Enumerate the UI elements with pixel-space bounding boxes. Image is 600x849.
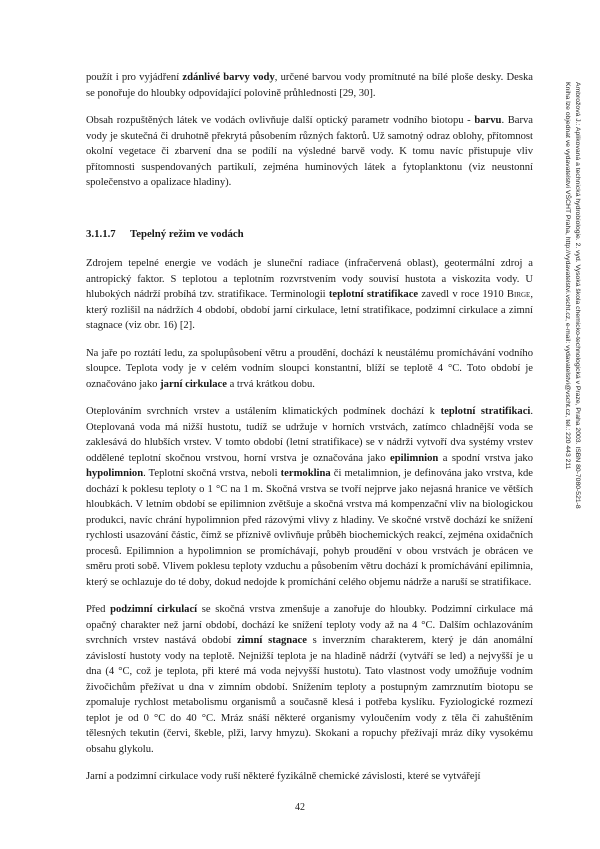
- citation-line-2: Kniha lze objednat ve vydavatelství VŠCHT Praha, http://vydavatelstvi.vscht.cz, e-mail: vydavatelstvi@vscht.cz, tel.: 220 443 211: [564, 82, 572, 470]
- side-citation-text: [563, 82, 582, 664]
- paragraph-circulation-closing: Jarní a podzimní cirkulace vody ruší některé fyzikálně chemické závislosti, které se vytvářejí: [86, 771, 481, 782]
- paragraph-water-color: Obsah rozpuštěných látek ve vodách ovlivňuje další optický parametr vodního biotopu - barvu. Barva vody je skutečná či druhotně překrytá působením různých faktorů. Už samotný odraz oblohy, přítomnost okolní vegetace či zbarvení dna se podílí na výsledné barvě vody. K tomu navíc přistupuje vliv přítomnosti suspendovaných partikulí, zejména huminových látek a fytoplanktonu (viz neustonní společenstvo a opalizace hladiny).: [86, 115, 534, 188]
- section-title: Tepelný režim ve vodách: [130, 227, 244, 240]
- paragraph-apparent-color: použít i pro vyjádření zdánlivé barvy vody, určené barvou vody promítnuté na bílé ploše desky. Deska se ponořuje do hloubky odpovídající polovině průhlednosti [29, 30].: [86, 72, 533, 99]
- citation-line-1: Ambrožová J.: Aplikovaná a technická hydrobiologie. 2. vyd. Vysoká škola chemicko-technologická v Praze, Praha 2003. ISBN 80-7080-521-8: [574, 82, 581, 509]
- side-citation: [538, 82, 582, 664]
- paragraph-spring-circulation: Na jaře po roztátí ledu, za spolupůsobení větru a proudění, dochází k neustálému promíchávání vodního sloupce. Teplota vody je v celém vodním sloupci konstantní, blíží se teplotě 4 °C. Toto období je označováno jako jarní cirkulace a trvá krátkou dobu.: [86, 347, 533, 390]
- page-number: 42: [295, 802, 305, 813]
- section-heading: [86, 227, 533, 243]
- paragraph-heat-sources: Zdrojem tepelné energie ve vodách je sluneční radiace (infračervená oblast), geotermální zdroj a antropický faktor. S teplotou a teplotním rozvrstvením vody souvisí hustota a viskozita vody. U hlubokých nádrží probíhá tzv. stratifikace. Terminologii teplotní stratifikace zavedl v roce 1910 Birge, který rozlišil na nádržích 4 období, období jarní cirkulace, letní stratifikace, podzimní cirkulace a zimní stagnace (viz obr. 16) [2].: [86, 258, 533, 331]
- paragraph-autumn-winter: Před podzimní cirkulací se skočná vrstva zmenšuje a zanořuje do hloubky. Podzimní cirkulace má opačný charakter než jarní období, dochází ke snížení teploty vody až na 4 °C. Dalším ochlazováním svrchních vrstev nastává období zimní stagnace s inverzním charakterem, který je dán anomální závislostí hustoty vody na teplotě. Nejnižší teplota je na hladině nádrží (vytváří se led) a nejvyšší je u dna (4 °C, což je teplota, při které má voda nejvyšší hustotu). Tato vlastnost vody umožňuje vodním živočichům přežívat u dna v zimním období. Snížením teploty a postupným zamrznutím biotopu se zpomaluje rychlost metabolismu organismů a současně klesá i potřeba kyslíku. Fyziologické rozmezí teplot je od 0 °C do 40 °C. Mráz snáší některé organismy vyloučením vody z těla či zahuštěním tělesných tekutin (červi, škeble, plži, larvy hmyzu). Skokani a ropuchy přežívají mráz díky vysokému obsahu glykolu.: [86, 604, 533, 755]
- paragraph-summer-stratification: Oteplováním svrchních vrstev a ustálením klimatických podmínek dochází k teplotní stratifikaci. Oteplovaná voda má nižší hustotu, tudíž se udržuje v horních vrstvách, zatímco chladnější voda se zaklesává do hlubších vrstev. V tomto období (letní stratifikace) se v nádrži vytvoří dva systémy vrstev oddělené teplotní skočnou vrstvou, horní vrstva je označována jako epilimnion a spodní vrstva jako hypolimnion. Teplotní skočná vrstva, neboli termoklina či metalimnion, je definována jako vrstva, kde dochází k poklesu teploty o 1 °C na 1 m. Skočná vrstva se tvoří nejprve jako nejasná hranice ve větších hloubkách. V letním období se epilimnion zvětšuje a skočná vrstva má kompenzační vliv na biologickou produkci, navíc chrání hypolimnion před rázovými vlivy z hladiny. Ve skočné vrstvě dochází ke snížení rychlosti usazování částic, čímž se příznivě ovlivňuje průběh biochemických reakcí, zejména oxidačních procesů. Epilimnion a hypolimnion se promíchávají, pohyb proudění v obou vrstvách je obrácen ve směru proti sobě. Vlivem poklesu teploty vzduchu a působením větru dochází k promíchávání epilimnia, který se ochlazuje do té doby, dokud nedojde k promíchání celého objemu nádrže a naruší se stratifikace.: [86, 406, 533, 588]
- body-text: [86, 70, 533, 797]
- section-number: 3.1.1.7: [86, 227, 116, 240]
